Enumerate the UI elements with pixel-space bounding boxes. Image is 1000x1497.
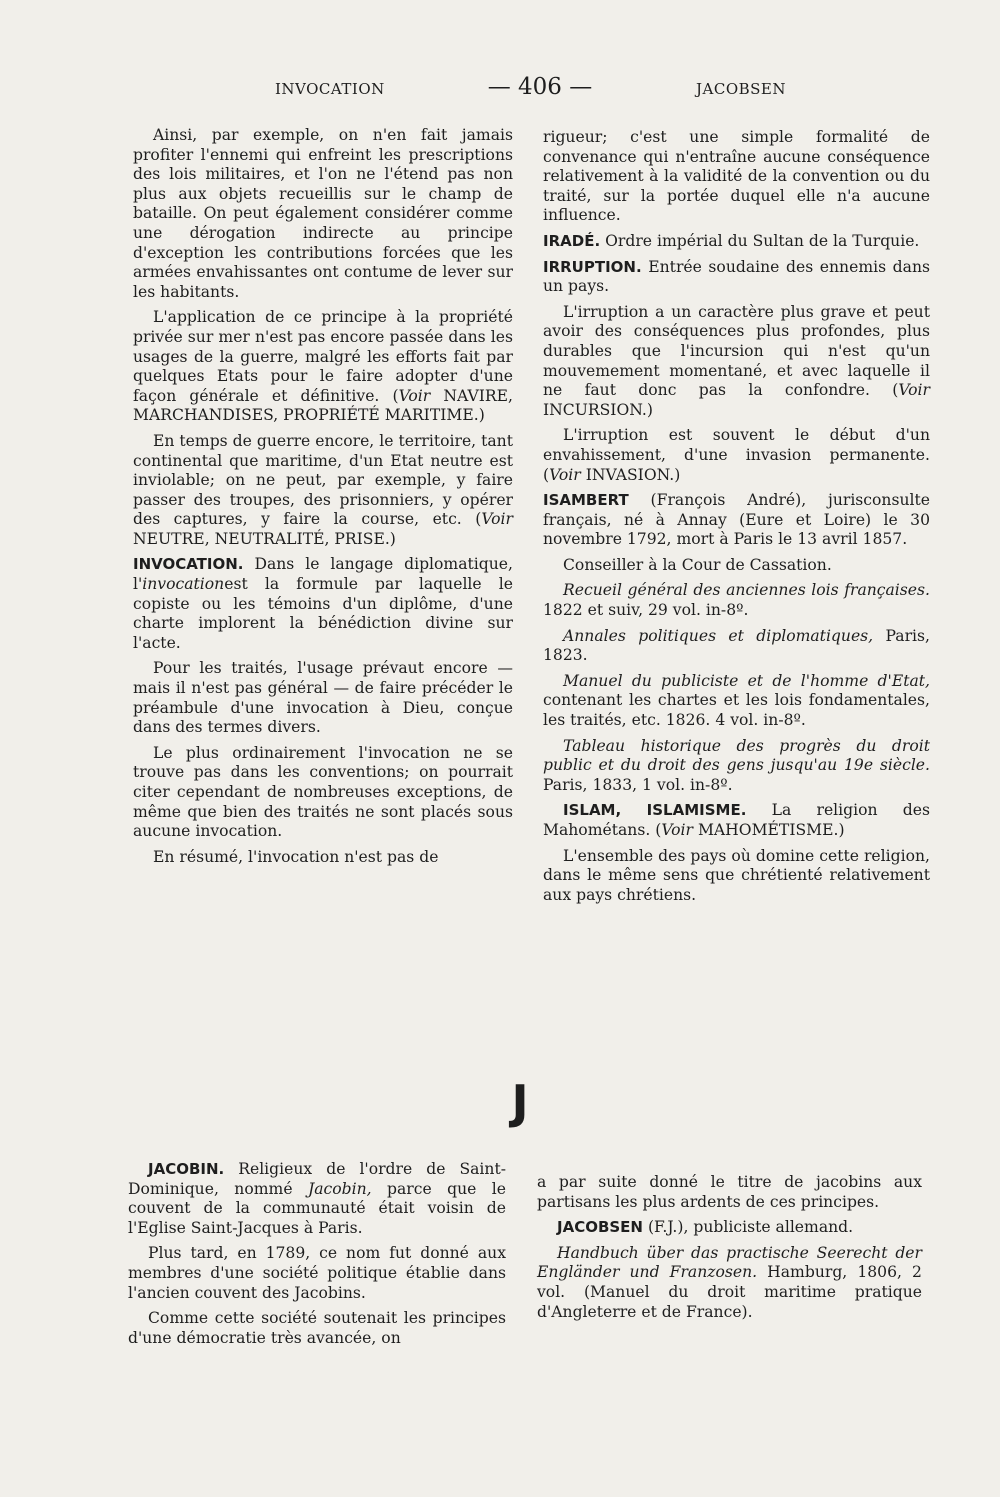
entry-jacobin: JACOBIN. Religieux de l'ordre de Saint-Dominique, nommé Jacobin, parce que le couvent de la communauté était voisin de l'Eglise Saint-Jacques à Paris. [128,1160,506,1237]
paragraph: Comme cette société soutenait les principes d'une démocratie très avancée, on [128,1309,506,1347]
voir-label: Voir [661,821,693,839]
paragraph: L'irruption a un caractère plus grave et peut avoir des conséquences plus profondes, plus durables que l'incursion qui n'est qu'un mouvemement momentané, et avec laquelle il ne faut donc pas la confondre. (Voir INCURSION.) [543,302,930,419]
headword: ISAMBERT [543,491,629,510]
cross-reference: NEUTRE, NEUTRALITÉ, PRISE.) [133,529,396,548]
paragraph: L'application de ce principe à la propriété privée sur mer n'est pas encore passée dans les usages de la guerre, malgré les efforts fait par quelques Etats pour le faire adopter d'une façon générale et définitive. (Voir NAVIRE, MARCHANDISES, PROPRIÉTÉ MARITIME.) [133,308,513,425]
headword: JACOBSEN [557,1218,643,1237]
headword: ISLAM, ISLAMISME. [563,801,747,820]
running-head [0,74,1000,104]
bibliography-item: Annales politiques et diplomatiques, Paris, 1823. [543,626,930,665]
cross-reference: NAVIRE, MARCHANDISES, PROPRIÉTÉ MARITIME.) [133,386,513,425]
headword: INVOCATION. [133,555,244,574]
cross-reference: MAHOMÉTISME.) [693,821,845,839]
headword: IRRUPTION. [543,257,642,276]
headword: JACOBIN. [148,1160,225,1178]
voir-label: Voir [481,510,513,529]
paragraph: a par suite donné le titre de jacobins aux partisans les plus ardents de ces principes. [537,1173,922,1211]
entry-irade: IRADÉ. Ordre impérial du Sultan de la Turquie. [543,231,920,250]
paragraph: Ainsi, par exemple, on n'en fait jamais profiter l'ennemi qui enfreint les prescriptions des lois militaires, et l'on ne l'étend pas non plus aux objets recueillis sur le champ de bataille. On peut également considérer comme une dérogation indirecte au principe d'exception les contributions forcées que les armées envahissantes ont contume de lever sur les habitants. [133,126,513,301]
paragraph: L'irruption est souvent le début d'un envahissement, d'une invasion permanente. (Voir INVASION.) [543,426,930,484]
running-head-left: INVOCATION [275,80,385,98]
paragraph: Le plus ordinairement l'invocation ne se trouve pas dans les conventions; on pourrait citer cependant de nombreuses exceptions, de même que bien des traités ne sont placés sous aucune invocation. [133,743,513,841]
paragraph: En temps de guerre encore, le territoire, tant continental que maritime, d'un Etat neutre est inviolable; on ne peut, par exemple, y faire passer des troupes, des prisonniers, y opérer des captures, y faire la course, etc. (Voir NEUTRE, NEUTRALITÉ, PRISE.) [133,431,513,548]
entry-isambert: ISAMBERT (François André), jurisconsulte français, né à Annay (Eure et Loire) le 30 novembre 1792, mort à Paris le 13 avril 1857. [543,491,930,549]
bibliography-item: Recueil général des anciennes lois françaises. 1822 et suiv, 29 vol. in-8º. [543,581,930,620]
bibliography-item: Handbuch über das practische Seerecht der Engländer und Franzosen. Hamburg, 1806, 2 vol. (Manuel du droit maritime pratique d'Angleterre et de France). [537,1243,922,1321]
section-letter: J [511,1075,529,1129]
page-number: — 406 — [487,74,593,100]
right-column-top [543,128,930,911]
bibliography-item: Tableau historique des progrès du droit public et du droit des gens jusqu'au 19e siècle. Paris, 1833, 1 vol. in-8º. [543,736,930,794]
paragraph: L'ensemble des pays où domine cette religion, dans le même sens que chrétienté relativement aux pays chrétiens. [543,846,930,904]
paragraph: Plus tard, en 1789, ce nom fut donné aux membres d'une société politique établie dans l'ancien couvent des Jacobins. [128,1244,506,1302]
entry-irruption: IRRUPTION. Entrée soudaine des ennemis dans un pays. [543,257,930,296]
cross-reference: INCURSION.) [543,400,653,419]
entry-islam: ISLAM, ISLAMISME. La religion des Mahométans. (Voir MAHOMÉTISME.) [543,801,930,839]
right-column-bottom [537,1173,922,1328]
voir-label: Voir [549,465,581,484]
left-column-top [133,126,513,873]
running-head-right: JACOBSEN [696,80,786,98]
paragraph: En résumé, l'invocation n'est pas de [153,847,439,866]
entry-invocation: INVOCATION. Dans le langage diplomatique, l'invocationest la formule par laquelle le copiste ou les témoins d'un diplôme, d'une charte implorent la bénédiction divine sur l'acte. [133,555,513,652]
paragraph: Pour les traités, l'usage prévaut encore — mais il n'est pas général — de faire précéder le préambule d'une invocation à Dieu, conçue dans des termes divers. [133,659,513,737]
paragraph: rigueur; c'est une simple formalité de convenance qui n'entraîne aucune conséquence relativement à la validité de la convention ou du traité, sur la portée duquel elle n'a aucune influence. [543,128,930,225]
left-column-bottom [128,1160,506,1354]
voir-label: Voir [398,386,431,405]
headword: IRADÉ. [543,231,601,250]
cross-reference: INVASION.) [580,465,681,484]
paragraph: Conseiller à la Cour de Cassation. [563,555,832,574]
entry-jacobsen: JACOBSEN (F.J.), publiciste allemand. [557,1218,854,1237]
bibliography-item: Manuel du publiciste et de l'homme d'Etat, contenant les chartes et les lois fondamentales, les traités, etc. 1826. 4 vol. in-8º. [543,671,930,730]
voir-label: Voir [898,381,930,400]
